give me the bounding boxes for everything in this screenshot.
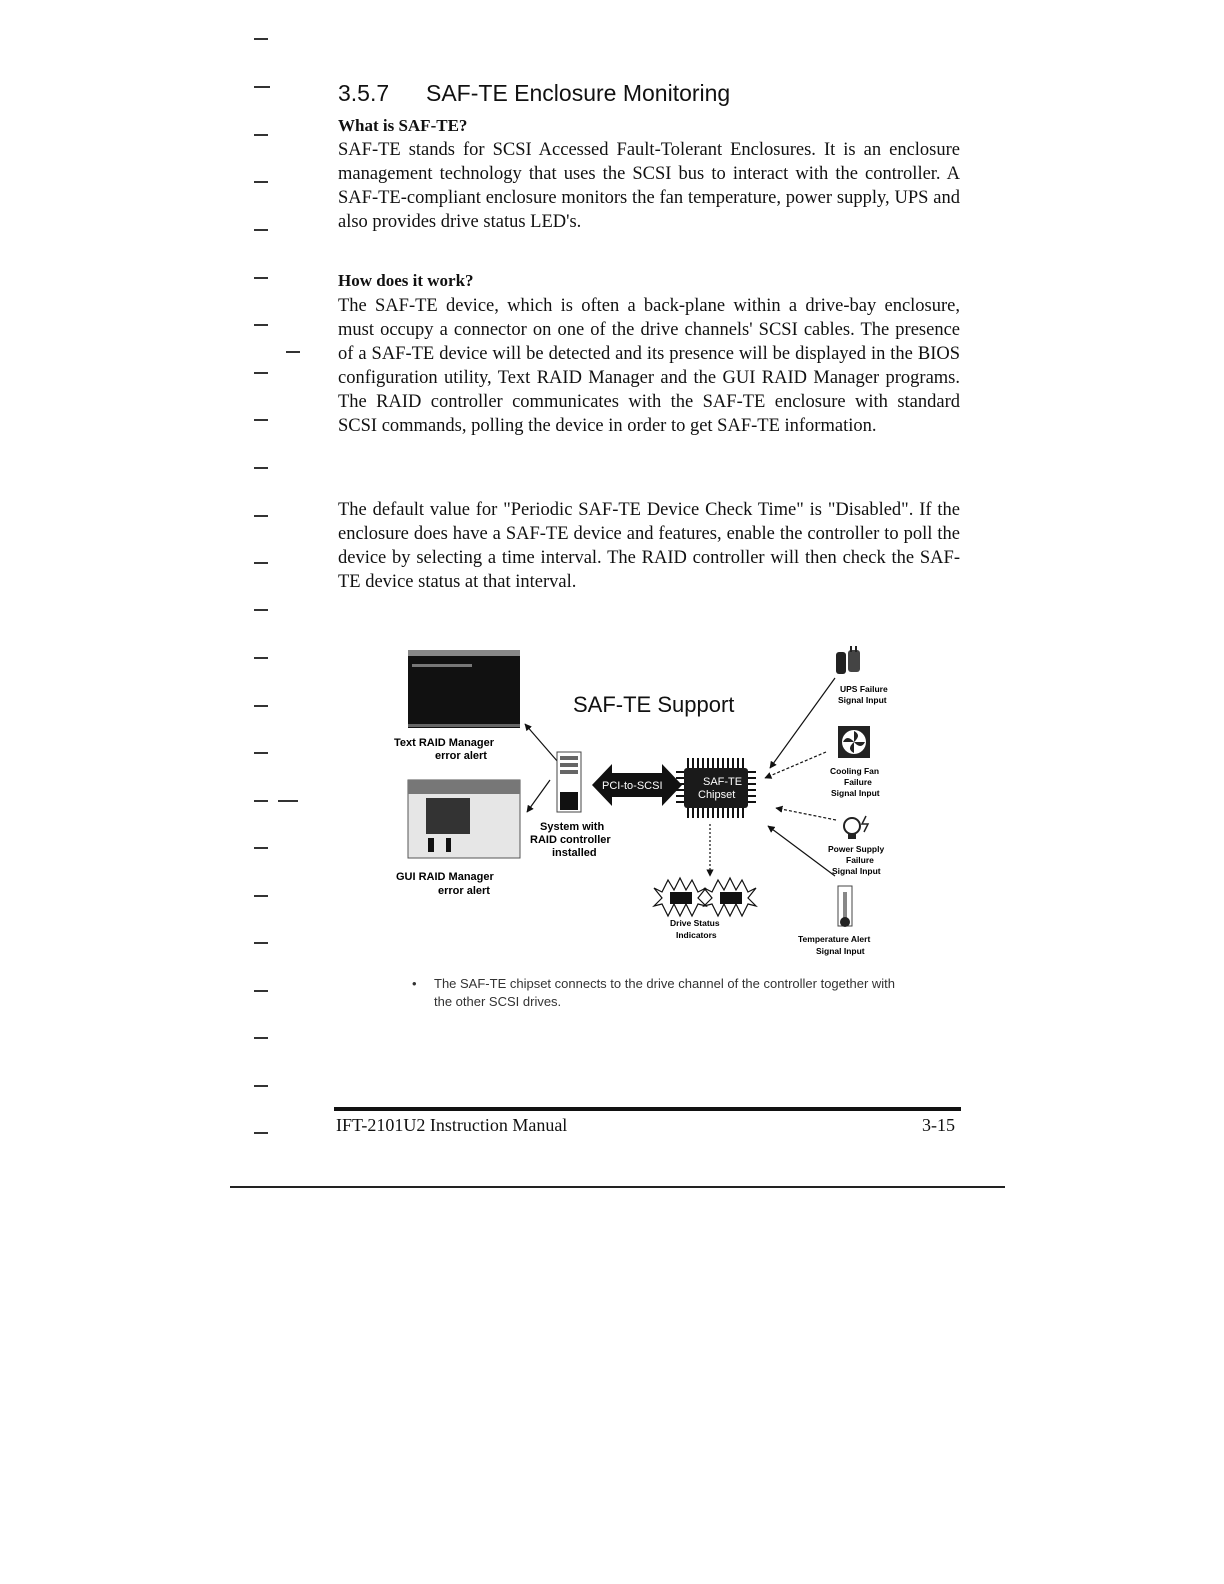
caption-text: The SAF-TE chipset connects to the drive channel of the controller together with the other SCSI drives. [434,976,896,1009]
default-value-paragraph: The default value for "Periodic SAF-TE Device Check Time" is "Disabled". If the enclosure does have a SAF-TE device and features, enable the controller to poll the device by selecting a time interval. The RAID controller will then check the SAF-TE device status at that interval. [338,500,960,592]
fan-label-3: Signal Input [831,788,880,798]
drive-status-indicators-icon [654,878,756,916]
footer-rule [334,1107,961,1111]
footer-manual-title: IFT-2101U2 Instruction Manual [336,1115,568,1135]
how-does-it-work-paragraph: The SAF-TE device, which is often a back-plane within a drive-bay enclosure, must occupy a connector on one of the drive channels' SCSI cables. The presence of a SAF-TE device will be detected and its presence will be displayed in the BIOS configuration utility, Text RAID Manager and the GUI RAID Manager programs. The RAID controller communicates with the SAF-TE enclosure with standard SCSI commands, polling the device in order to get SAF-TE information. [338,296,960,436]
margin-tick-marks [250,0,310,1584]
page-bottom-rule [230,1186,1005,1188]
drive-label-2: Indicators [676,930,717,940]
chipset-label-1: SAF-TE [703,776,743,788]
chipset-label-2: Chipset [698,789,736,801]
gui-raid-label-1: GUI RAID Manager [396,871,494,883]
drive-label-1: Drive Status [670,918,720,928]
text-raid-label-1: Text RAID Manager [394,737,495,749]
text-raid-manager-screen [408,650,520,728]
ups-plug-icon [836,646,860,674]
power-supply-bulb-icon [844,816,868,839]
ups-label-1: UPS Failure [840,684,888,694]
ups-label-2: Signal Input [838,695,887,705]
cooling-fan-icon [838,726,870,758]
section-heading [338,80,730,107]
section-title: SAF-TE Enclosure Monitoring [426,80,731,106]
what-is-saf-te-paragraph: SAF-TE stands for SCSI Accessed Fault-Tolerant Enclosures. It is an enclosure management technology that uses the SCSI bus to interact with the controller. A SAF-TE-compliant enclosure monitors the fan temperature, power supply, UPS and also provides drive status LED's. [338,140,960,232]
text-raid-label-2: error alert [435,750,487,762]
thermometer-icon [838,886,852,927]
caption-bullet: • [412,976,417,991]
figure-caption [412,975,904,1011]
power-label-1: Power Supply [828,844,885,854]
pci-to-scsi-label: PCI-to-SCSI [602,780,663,792]
gui-raid-manager-screen [408,780,520,858]
saf-te-chipset-icon [676,758,756,818]
temp-label-1: Temperature Alert [798,934,871,944]
system-label-1: System with [540,821,605,833]
what-is-saf-te-heading: What is SAF-TE? [338,116,468,135]
how-does-it-work-heading: How does it work? [338,271,474,290]
saf-te-support-diagram [380,640,940,970]
system-tower-icon [557,752,581,812]
gui-raid-label-2: error alert [438,885,490,897]
power-label-2: Failure [846,855,874,865]
system-label-3: installed [552,847,597,859]
fan-label-1: Cooling Fan [830,766,880,776]
footer-page-number: 3-15 [922,1115,955,1135]
section-number: 3.5.7 [338,80,390,106]
power-label-3: Signal Input [832,866,881,876]
fan-label-2: Failure [844,777,872,787]
diagram-title: SAF-TE Support [573,692,735,717]
system-label-2: RAID controller [530,834,611,846]
temp-label-2: Signal Input [816,946,865,956]
